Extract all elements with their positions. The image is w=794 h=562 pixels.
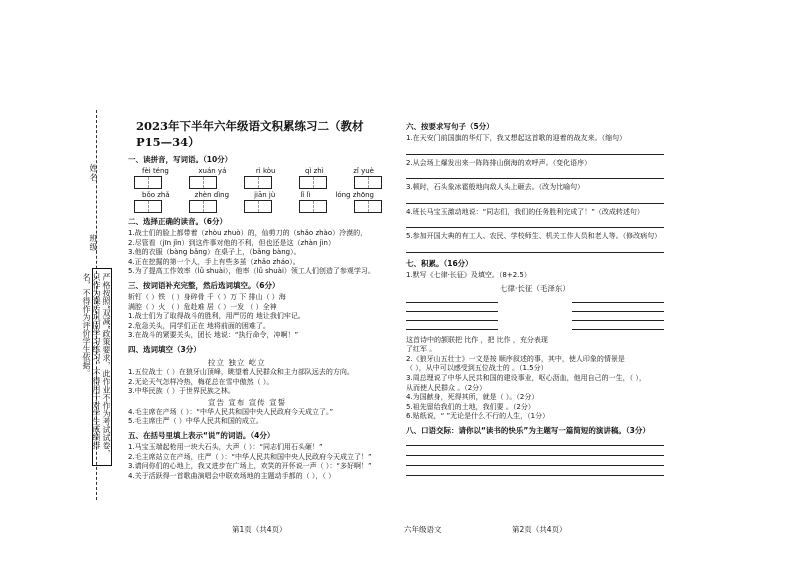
answer-line[interactable] <box>406 445 664 446</box>
pinyin: bǒo zhǎ <box>142 191 170 199</box>
question-line: 3.请问你们的心地上，我又进步在广场上，欢笑的开怀说一声（ ）：“多好啊！” <box>128 462 372 471</box>
poem-title: 七律·长征（毛泽东） <box>500 283 570 293</box>
pinyin: fèi téng <box>142 167 169 175</box>
answer-line[interactable] <box>406 475 664 476</box>
answer-line[interactable] <box>406 203 664 204</box>
answer-box[interactable] <box>244 200 272 213</box>
section-5-heading: 五、在括号里填上表示“说”的词语。（4分） <box>128 430 275 440</box>
pinyin-row-1 <box>128 167 388 175</box>
section-7-heading: 七、积累。（16分） <box>406 258 473 268</box>
page-2-footer: 第2页（共4页） <box>512 525 567 534</box>
question-line: 1.马宝玉端起枪用一块大石头，大声（ ）：“同志们用石头砸！” <box>128 442 323 451</box>
answer-line[interactable] <box>406 154 664 155</box>
pinyin: rì kòu <box>255 167 276 175</box>
question-line: 6.贴纸说，“ ”无论是什么不行的人生，（1分） <box>406 412 550 421</box>
answer-line[interactable] <box>406 455 664 456</box>
pinyin: xuán yá <box>198 167 227 175</box>
page-1-footer: 第1页（共4页） <box>232 525 287 534</box>
pinyin: zǐ yuè <box>353 167 374 175</box>
question-line: 2.危急关头，同学们正在 地将前面的困难了。 <box>128 321 270 330</box>
answer-boxes-row-2 <box>128 200 388 213</box>
question-line: 2.尽管看（jīn jǐn）到这件事对他的不利，但也还是这（zhàn jìn） <box>128 238 335 247</box>
question-line: 1.战士们的脸上都带着（zhòu zhuò）的，仙剪刀的（shǎo zhào）冷漠的， <box>128 229 368 237</box>
question-line: 5.为了提高工作效率（lǜ shuài），他率（lǜ shuài）领工人们创造了参观学习。 <box>128 267 375 276</box>
section-3-heading: 三、按词语补充完整，然后选词填空。（6分） <box>128 280 280 290</box>
answer-box[interactable] <box>189 176 217 189</box>
section-1-heading: 一、读拼音，写词语。（10分） <box>128 155 233 164</box>
pinyin: lǐ lì <box>300 191 311 199</box>
answer-box[interactable] <box>299 200 327 213</box>
pinyin: lóng zhōng <box>335 191 374 199</box>
pinyin: qì zhì <box>305 167 324 175</box>
policy-notice-box <box>82 268 112 466</box>
page-2-subject: 六年级语文 <box>404 525 442 534</box>
question-line: 4.班长马宝玉激动地说：“同志们，我们的任务胜利完成了！”（改成转述句） <box>406 207 644 216</box>
name-label: 姓名 <box>89 164 98 182</box>
question-line: 1.默写《七律·长征》及填空。（8+2.5） <box>406 270 531 279</box>
class-label: 班级 <box>89 234 98 252</box>
question-line: 2.毛主席站立在产场，庄严（ ）：“中华人民共和国中央人民政府今天成立了！” <box>128 452 372 461</box>
question-line: 从而使人民群众 。（2分） <box>406 383 487 392</box>
answer-box[interactable] <box>134 200 162 213</box>
left-page <box>128 118 388 481</box>
pinyin-row-2 <box>128 191 388 199</box>
question-line: 4.正在挖掘的第一个人，手上有些多茧（zhǎo zháo）。 <box>128 257 300 266</box>
word-bank-1: 拉立 独立 屹立 <box>208 357 266 367</box>
poem-lines[interactable] <box>406 329 664 330</box>
question-line: 5.参加开国大典的有工人、农民、学校师生、机关工作人员和老人等。（修改病句） <box>406 232 662 241</box>
question-line: （ ），从中可以感受到五位战士的 。（1.5分） <box>406 364 548 373</box>
section-6-heading: 六、按要求写句子（5分） <box>406 122 494 131</box>
exam-title: 2023年下半年六年级语文积累练习二（教材P15—34） <box>136 119 364 149</box>
section-4-heading: 四、选词填空（3分） <box>128 344 201 354</box>
answer-box[interactable] <box>354 176 382 189</box>
question-line: 3.顿时，石头象冰雹般地向敌人头上砸去。（改为比喻句） <box>406 183 585 192</box>
answer-box[interactable] <box>134 176 162 189</box>
pinyin: jiān jù <box>254 191 276 199</box>
pinyin: zhèn dìng <box>194 191 230 199</box>
question-line: 1.战士们为了取得战斗的胜利，用严厉的 地让我们牢记。 <box>128 312 305 321</box>
question-line: 3.在战斗的紧要关头，团长 地说：“执行命令，冲啊！” <box>128 331 299 340</box>
question-line: 2.无论天气怎样冷热，梅花总在雪中傲然（ ）。 <box>128 377 274 386</box>
question-line: 2.从会场上爆发出来一阵阵排山倒海的欢呼声。（变化语序） <box>406 158 592 167</box>
section-8-heading: 八、口语交际：请你以“读书的快乐”为主题写一篇简短的演讲稿。（3分） <box>406 425 650 435</box>
question-line: 3.中华民族（ ）于世界民族之林。 <box>128 387 235 396</box>
question-line: 满腔（ ）火 （ ）危赴难 居（ ）一发 （ ）全神 <box>128 302 277 311</box>
answer-box[interactable] <box>189 200 217 213</box>
question-line: 3.他的衣服（bàng bǎng）在桌子上，（bǎng bàng）。 <box>128 248 301 257</box>
question-line: 2.《狼牙山五壮士》一文是按 顺序叙述的事，其中，使人印象的情景是 <box>406 354 625 363</box>
question-line: 了红军 。 <box>406 345 437 354</box>
question-line: 斩钉（ ）铁 （ ）身碎骨 千（ ）万 下 排山（ ）海 <box>128 292 286 301</box>
question-line: 5.祖先留给我们的土地，我们要 。（2分） <box>406 402 535 411</box>
question-line: 3.周总理说了中华人民共和国的建设事业，呕心沥血，他用自己的一生，（ ）， <box>406 373 646 382</box>
answer-box[interactable] <box>244 176 272 189</box>
question-line: 这首诗中的颔联把 比作 ，把 比作 ，充分表现 <box>406 335 548 344</box>
question-line: 4.为国献身，死得其所，就是（ ）。（2分） <box>406 393 539 402</box>
question-line: 1.五位战士（ ）在狼牙山顶峰，眺望着人民群众和主力部队远去的方向。 <box>128 367 354 376</box>
poem-lines[interactable] <box>406 302 664 303</box>
poem-lines[interactable] <box>406 320 664 321</box>
question-line: 1.在天安门前国旗的华灯下，我又想起这首歌的迎着的战友来。（缩句） <box>406 134 627 142</box>
answer-box[interactable] <box>354 200 382 213</box>
question-line: 4.关于活跃得一首歌曲演唱会中联欢场地的主题动手都的（ ），（ ） <box>128 471 336 480</box>
answer-line[interactable] <box>406 178 664 179</box>
poem-lines[interactable] <box>406 311 664 312</box>
answer-box[interactable] <box>299 176 327 189</box>
right-page <box>406 118 664 476</box>
question-line: 5.毛主席庄严（ ）中华人民共和国的成立。 <box>128 417 263 426</box>
answer-line[interactable] <box>406 227 664 228</box>
policy-notice-text: 严格按照“双减”政策要求，此作业不作为考试试卷，只作为课后巩固学习练习，不得用于对学生成绩排名，不得作为评价学生依据。 <box>82 273 111 458</box>
answer-line[interactable] <box>406 252 664 253</box>
answer-boxes-row-1 <box>128 176 388 189</box>
word-bank-2: 宣告 宣布 宣传 宣誓 <box>208 397 287 407</box>
question-line: 4.毛主席在产场（ ）：“中华人民共和国中央人民政府今天成立了。” <box>128 407 334 416</box>
section-2-heading: 二、选择正确的读音。（6分） <box>128 217 227 226</box>
answer-line[interactable] <box>406 465 664 466</box>
